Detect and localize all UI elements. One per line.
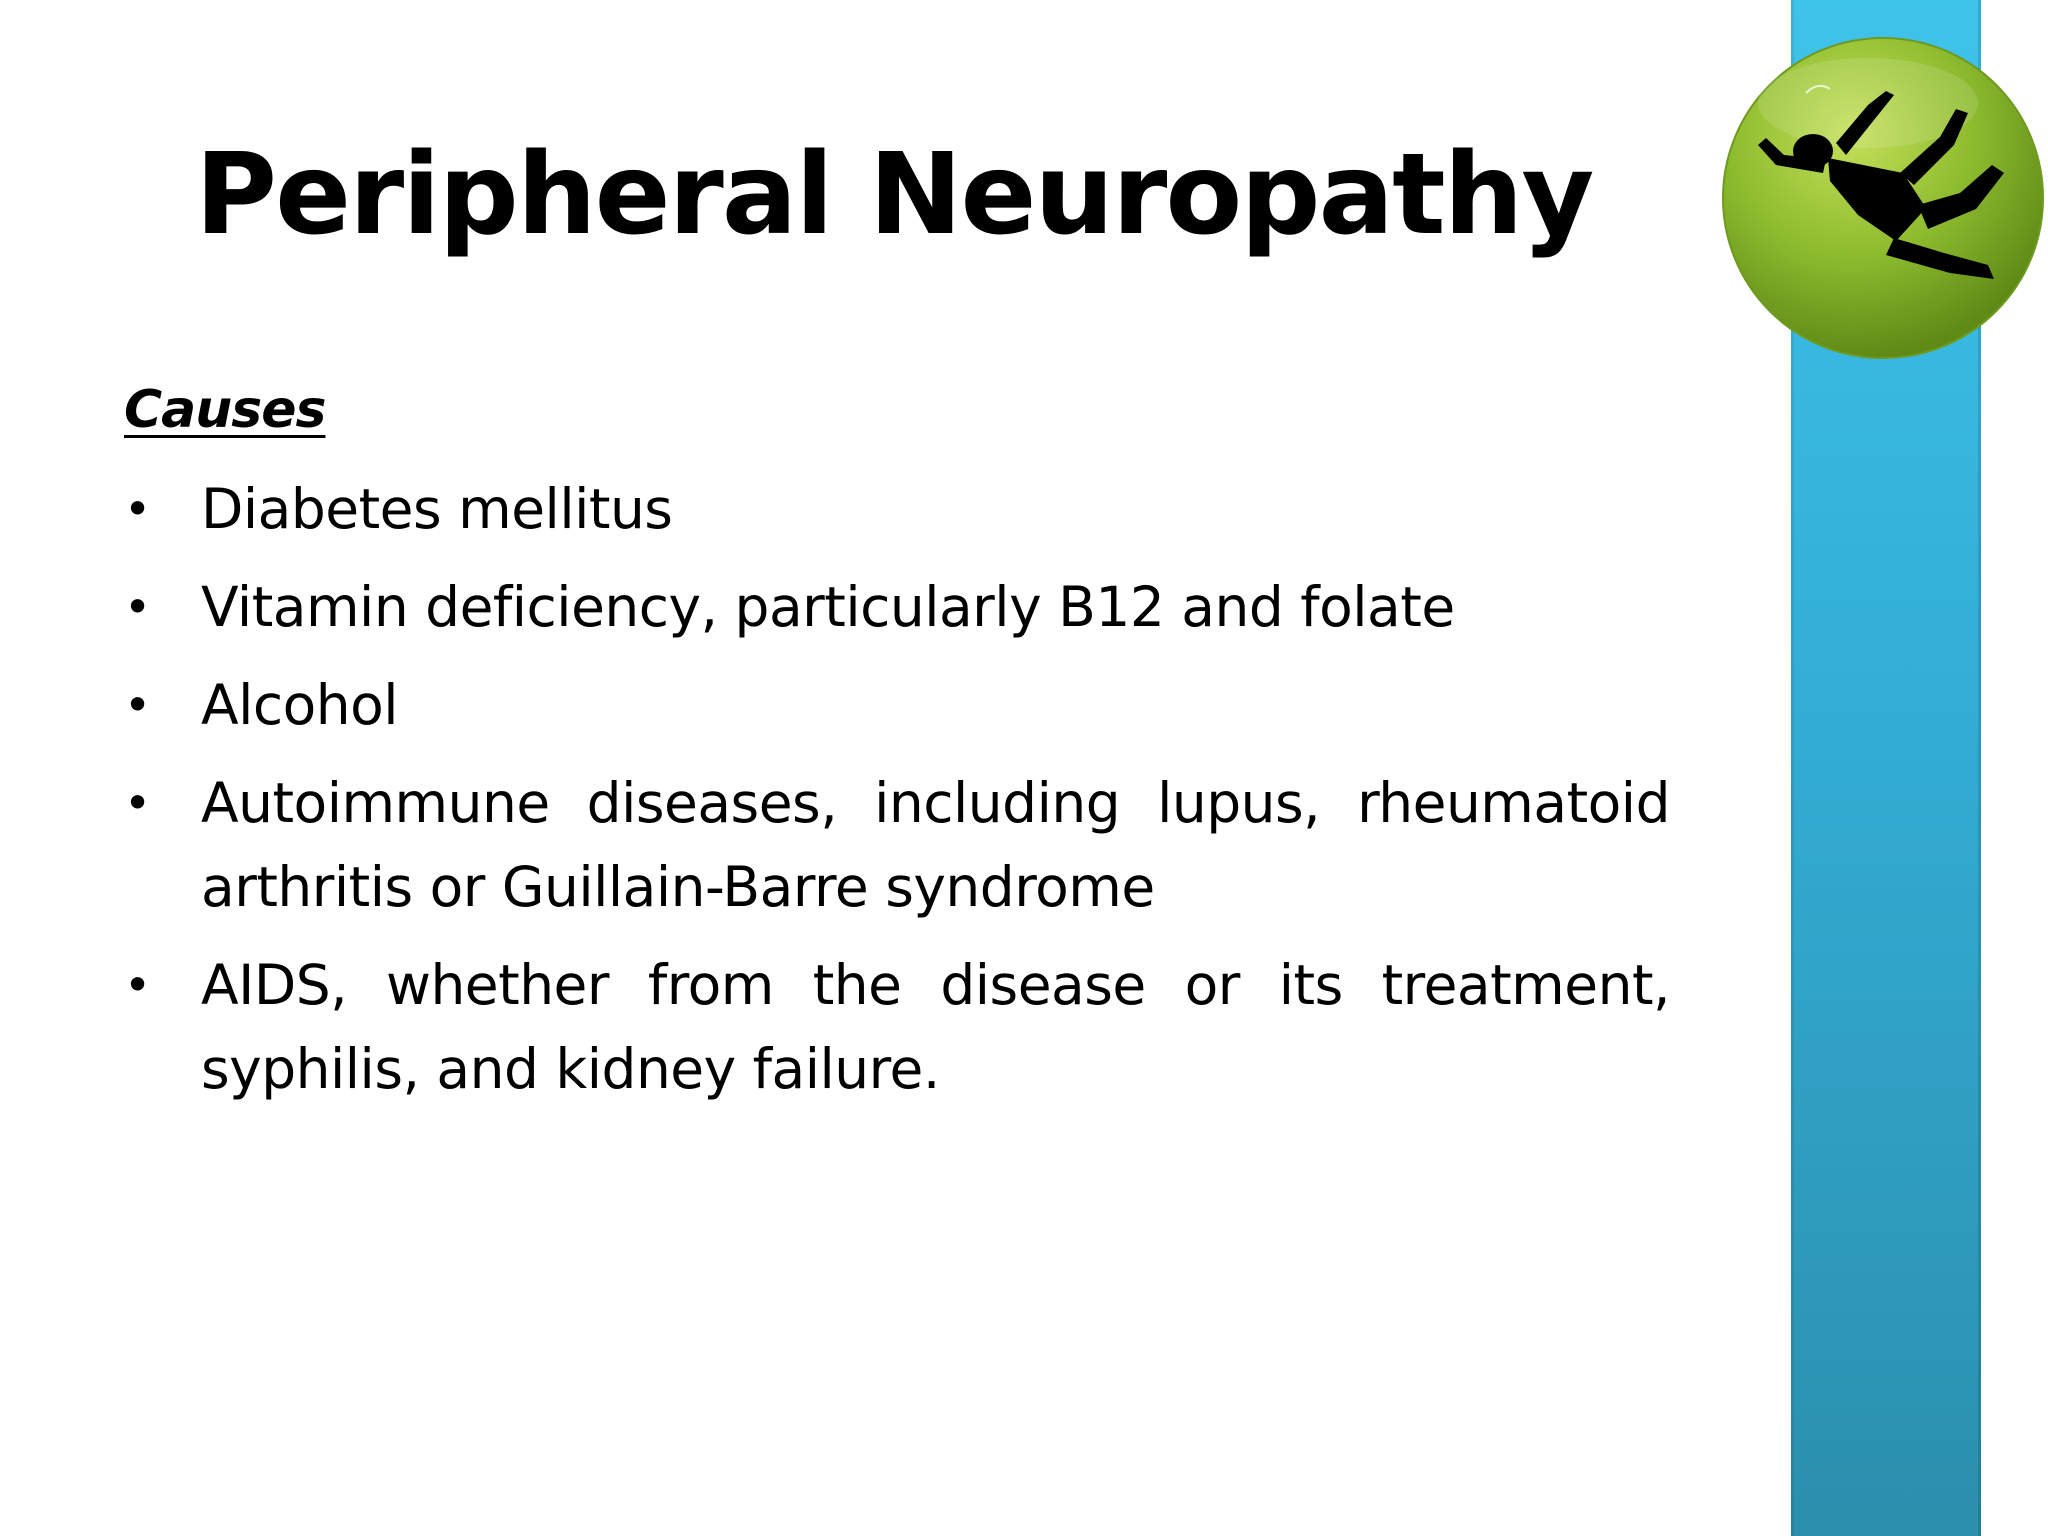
section-heading-causes: Causes [124,380,326,440]
bullet-icon: • [124,958,151,1012]
list-item-text: Diabetes mellitus [201,477,673,541]
list-item [122,565,1670,649]
list-item [122,943,1670,1111]
list-item-text: Alcohol [201,673,399,737]
bullet-icon: • [124,678,151,732]
falling-person-icon [1718,33,2048,363]
list-item [122,467,1670,551]
list-item-text: AIDS, whether from the disease or its treatment, syphilis, and kidney failure. [201,953,1670,1101]
bullet-icon: • [124,776,151,830]
list-item-text: Autoimmune diseases, including lupus, rheumatoid arthritis or Guillain-Barre syndrome [201,771,1670,919]
bullet-icon: • [124,482,151,536]
slide-title: Peripheral Neuropathy [195,130,1593,260]
list-item [122,761,1670,929]
content-body [122,375,1670,1125]
list-item-text: Vitamin deficiency, particularly B12 and folate [201,575,1455,639]
bullet-icon: • [124,580,151,634]
list-item [122,663,1670,747]
causes-list [122,467,1670,1111]
